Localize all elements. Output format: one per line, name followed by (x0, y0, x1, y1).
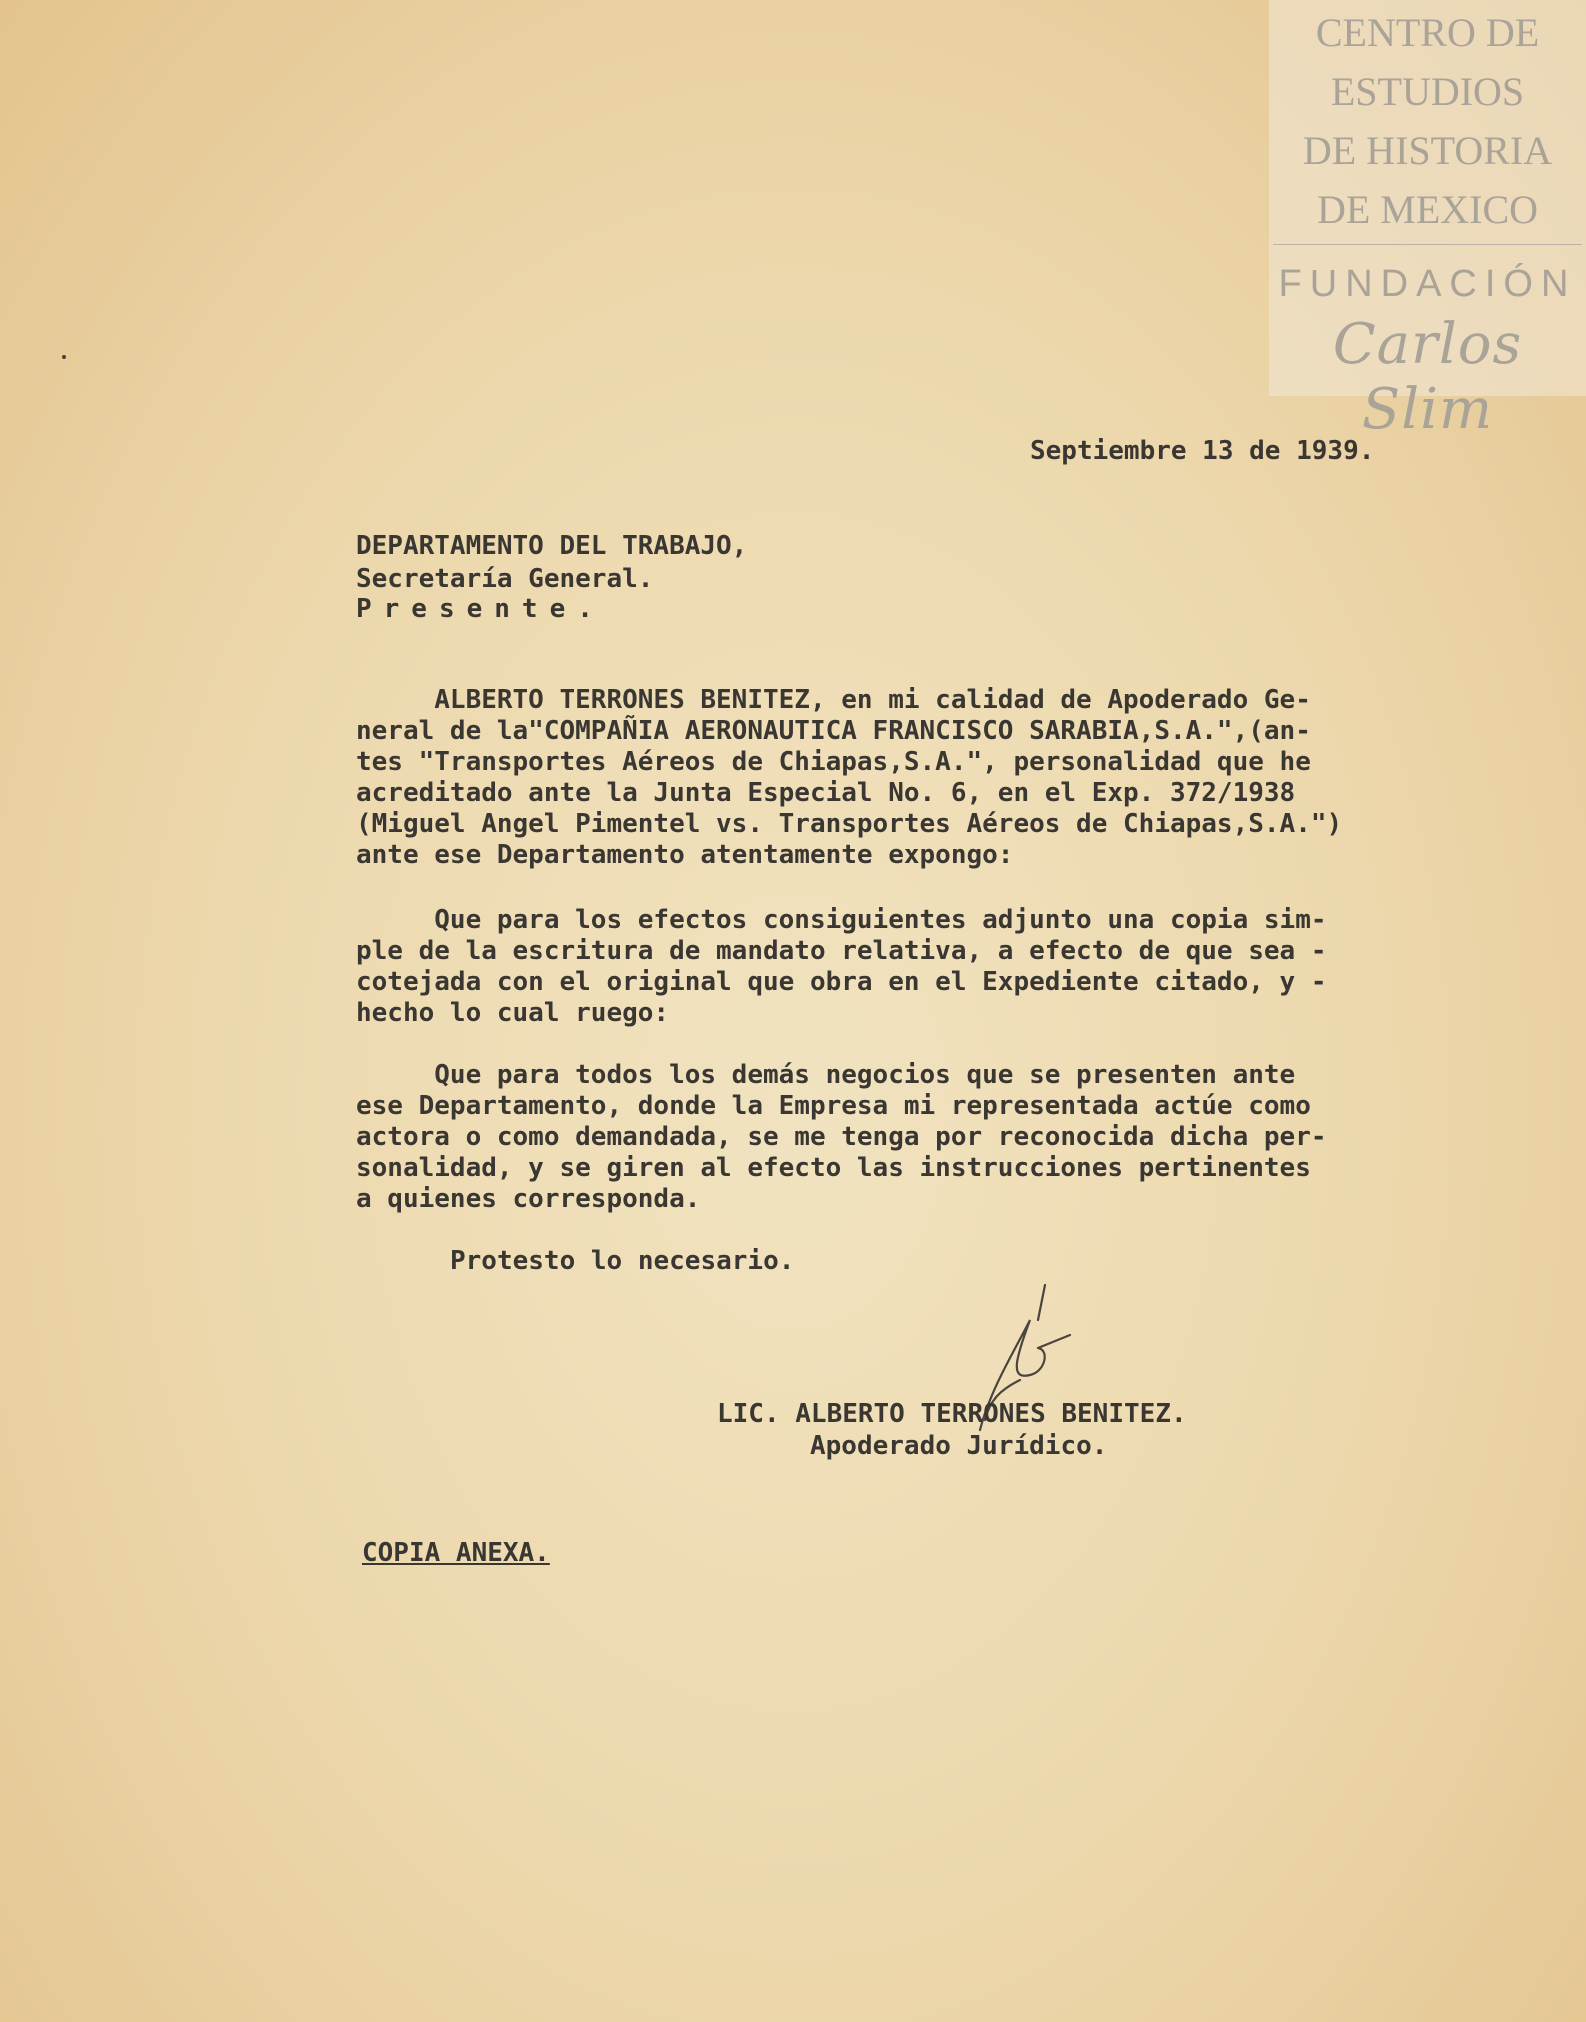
addressee-line-2: Secretaría General. (356, 564, 654, 594)
text-line: ante ese Departamento atentamente expongo: (356, 840, 1014, 870)
archive-stamp (1269, 0, 1586, 442)
text-line: actora o como demandada, se me tenga por reconocida dicha per- (356, 1122, 1327, 1152)
stamp-divider (1273, 244, 1582, 245)
institution-line: CENTRO DE (1315, 10, 1540, 55)
institution-line: DE MEXICO (1316, 187, 1539, 232)
foundation-logo: Carlos Slim (1332, 312, 1523, 442)
text-line: ple de la escritura de mandato relativa, a efecto de que sea - (356, 936, 1327, 966)
text-line: ALBERTO TERRONES BENITEZ, en mi calidad de Apoderado Ge- (356, 685, 1311, 715)
body-paragraph-3 (356, 1060, 1504, 1215)
archive-institution (1269, 0, 1586, 239)
paper-speck (62, 355, 66, 359)
annex-note: COPIA ANEXA. (362, 1538, 550, 1568)
text-line: Que para los efectos consiguientes adjunto una copia sim- (356, 905, 1327, 935)
text-line: cotejada con el original que obra en el Expediente citado, y - (356, 967, 1327, 997)
text-line: Que para todos los demás negocios que se presenten ante (356, 1060, 1296, 1090)
addressee-line-1: DEPARTAMENTO DEL TRABAJO, (356, 531, 748, 561)
text-line: ese Departamento, donde la Empresa mi representada actúe como (356, 1091, 1311, 1121)
text-line: a quienes corresponda. (356, 1184, 701, 1214)
text-line: acreditado ante la Junta Especial No. 6, en el Exp. 372/1938 (356, 778, 1296, 808)
institution-line: ESTUDIOS (1330, 69, 1525, 114)
body-paragraph-1 (356, 685, 1504, 871)
signer-name: LIC. ALBERTO TERRONES BENITEZ. (717, 1399, 1187, 1429)
foundation-label: FUNDACIÓN (1278, 263, 1577, 305)
text-line: (Miguel Angel Pimentel vs. Transportes Aéreos de Chiapas,S.A.") (356, 809, 1343, 839)
text-line: sonalidad, y se giren al efecto las instrucciones pertinentes (356, 1153, 1311, 1183)
addressee-line-3: Presente. (356, 594, 605, 624)
signer-title: Apoderado Jurídico. (810, 1431, 1108, 1461)
body-paragraph-2 (356, 905, 1504, 1029)
closing-formula: Protesto lo necesario. (450, 1246, 795, 1276)
text-line: hecho lo cual ruego: (356, 998, 670, 1028)
text-line: tes "Transportes Aéreos de Chiapas,S.A.", personalidad que he (356, 747, 1311, 777)
letter-date: Septiembre 13 de 1939. (1030, 436, 1375, 466)
text-line: neral de la"COMPAÑIA AERONAUTICA FRANCISCO SARABIA,S.A.",(an- (356, 716, 1311, 746)
institution-line: DE HISTORIA (1302, 128, 1553, 173)
